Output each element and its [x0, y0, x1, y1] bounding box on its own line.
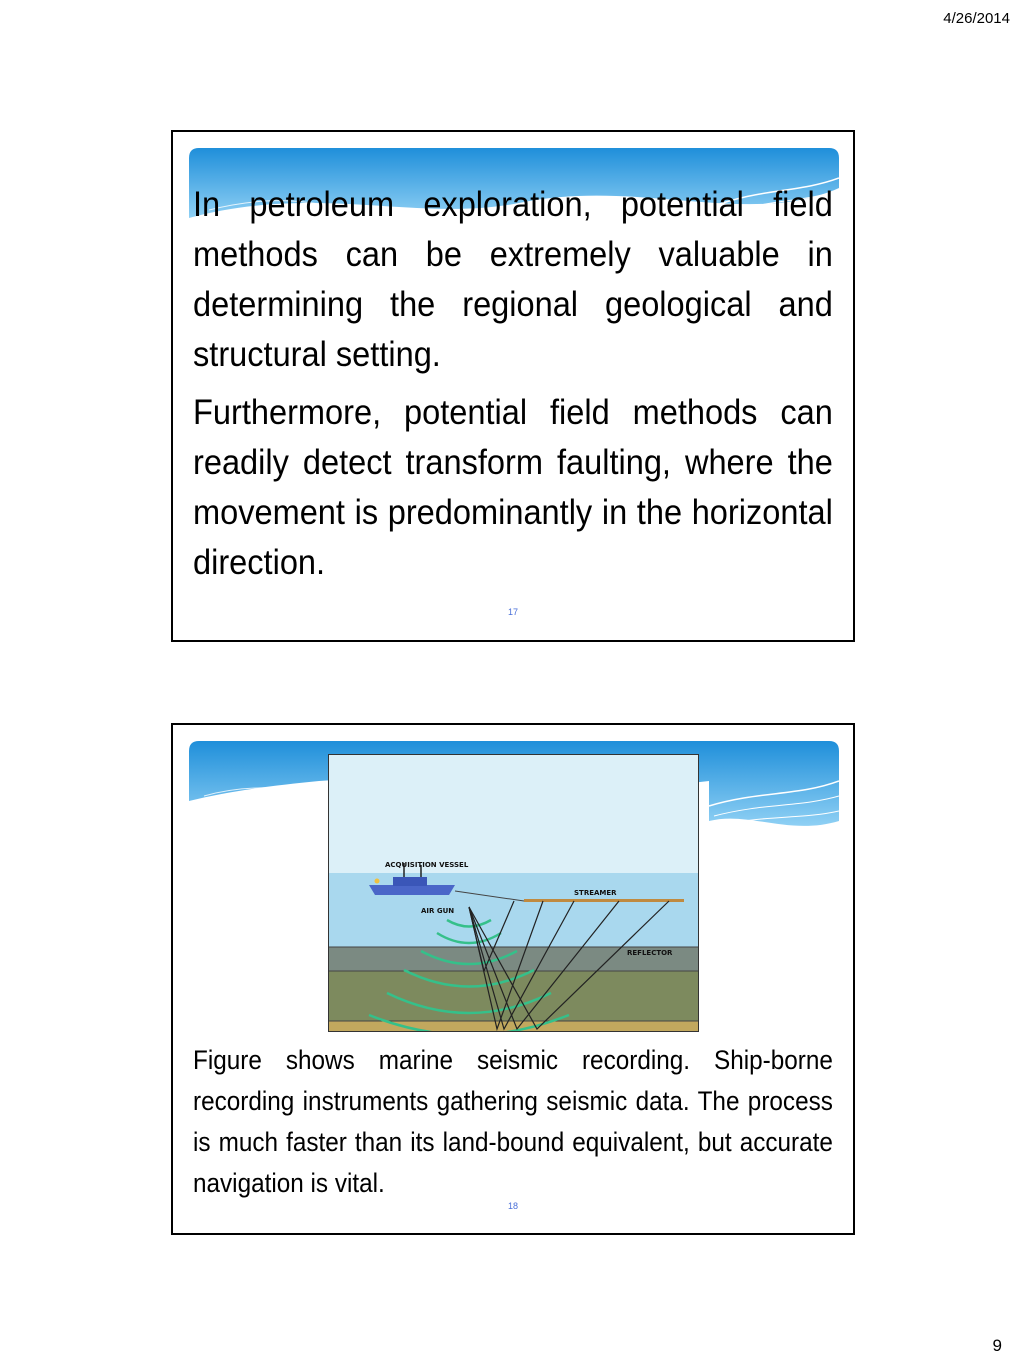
slide-17: [171, 130, 855, 642]
page-number: 9: [992, 1336, 1002, 1355]
label-acquisition-vessel: ACQUISITION VESSEL: [385, 861, 469, 869]
sky-layer: [329, 755, 698, 873]
paragraph: In petroleum exploration, potential field methods can be extremely valuable in determining the regional geological and structural setting.: [193, 185, 833, 374]
rock-layer-3: [329, 1021, 698, 1031]
slide-number: 18: [507, 1201, 518, 1211]
paragraph: Furthermore, potential field methods can readily detect transform faulting, where the movement is predominantly in the horizontal direction.: [193, 393, 833, 582]
page-date: 4/26/2014: [943, 10, 1010, 27]
slide-18: [171, 723, 855, 1235]
slide-number: 17: [507, 607, 518, 617]
marine-seismic-figure: [328, 754, 699, 1032]
label-air-gun: AIR GUN: [421, 907, 455, 915]
slide-17-body: [193, 180, 833, 596]
label-reflector: REFLECTOR: [627, 949, 673, 957]
water-layer: [329, 873, 698, 947]
streamer-cable: [524, 899, 684, 902]
label-streamer: STREAMER: [574, 889, 617, 897]
figure-caption: [193, 1040, 833, 1204]
caption-text: Figure shows marine seismic recording. Ship-borne recording instruments gathering seismic data. The process is much faster than its land-bound equivalent, but accurate navigation is vital.: [193, 1045, 833, 1198]
